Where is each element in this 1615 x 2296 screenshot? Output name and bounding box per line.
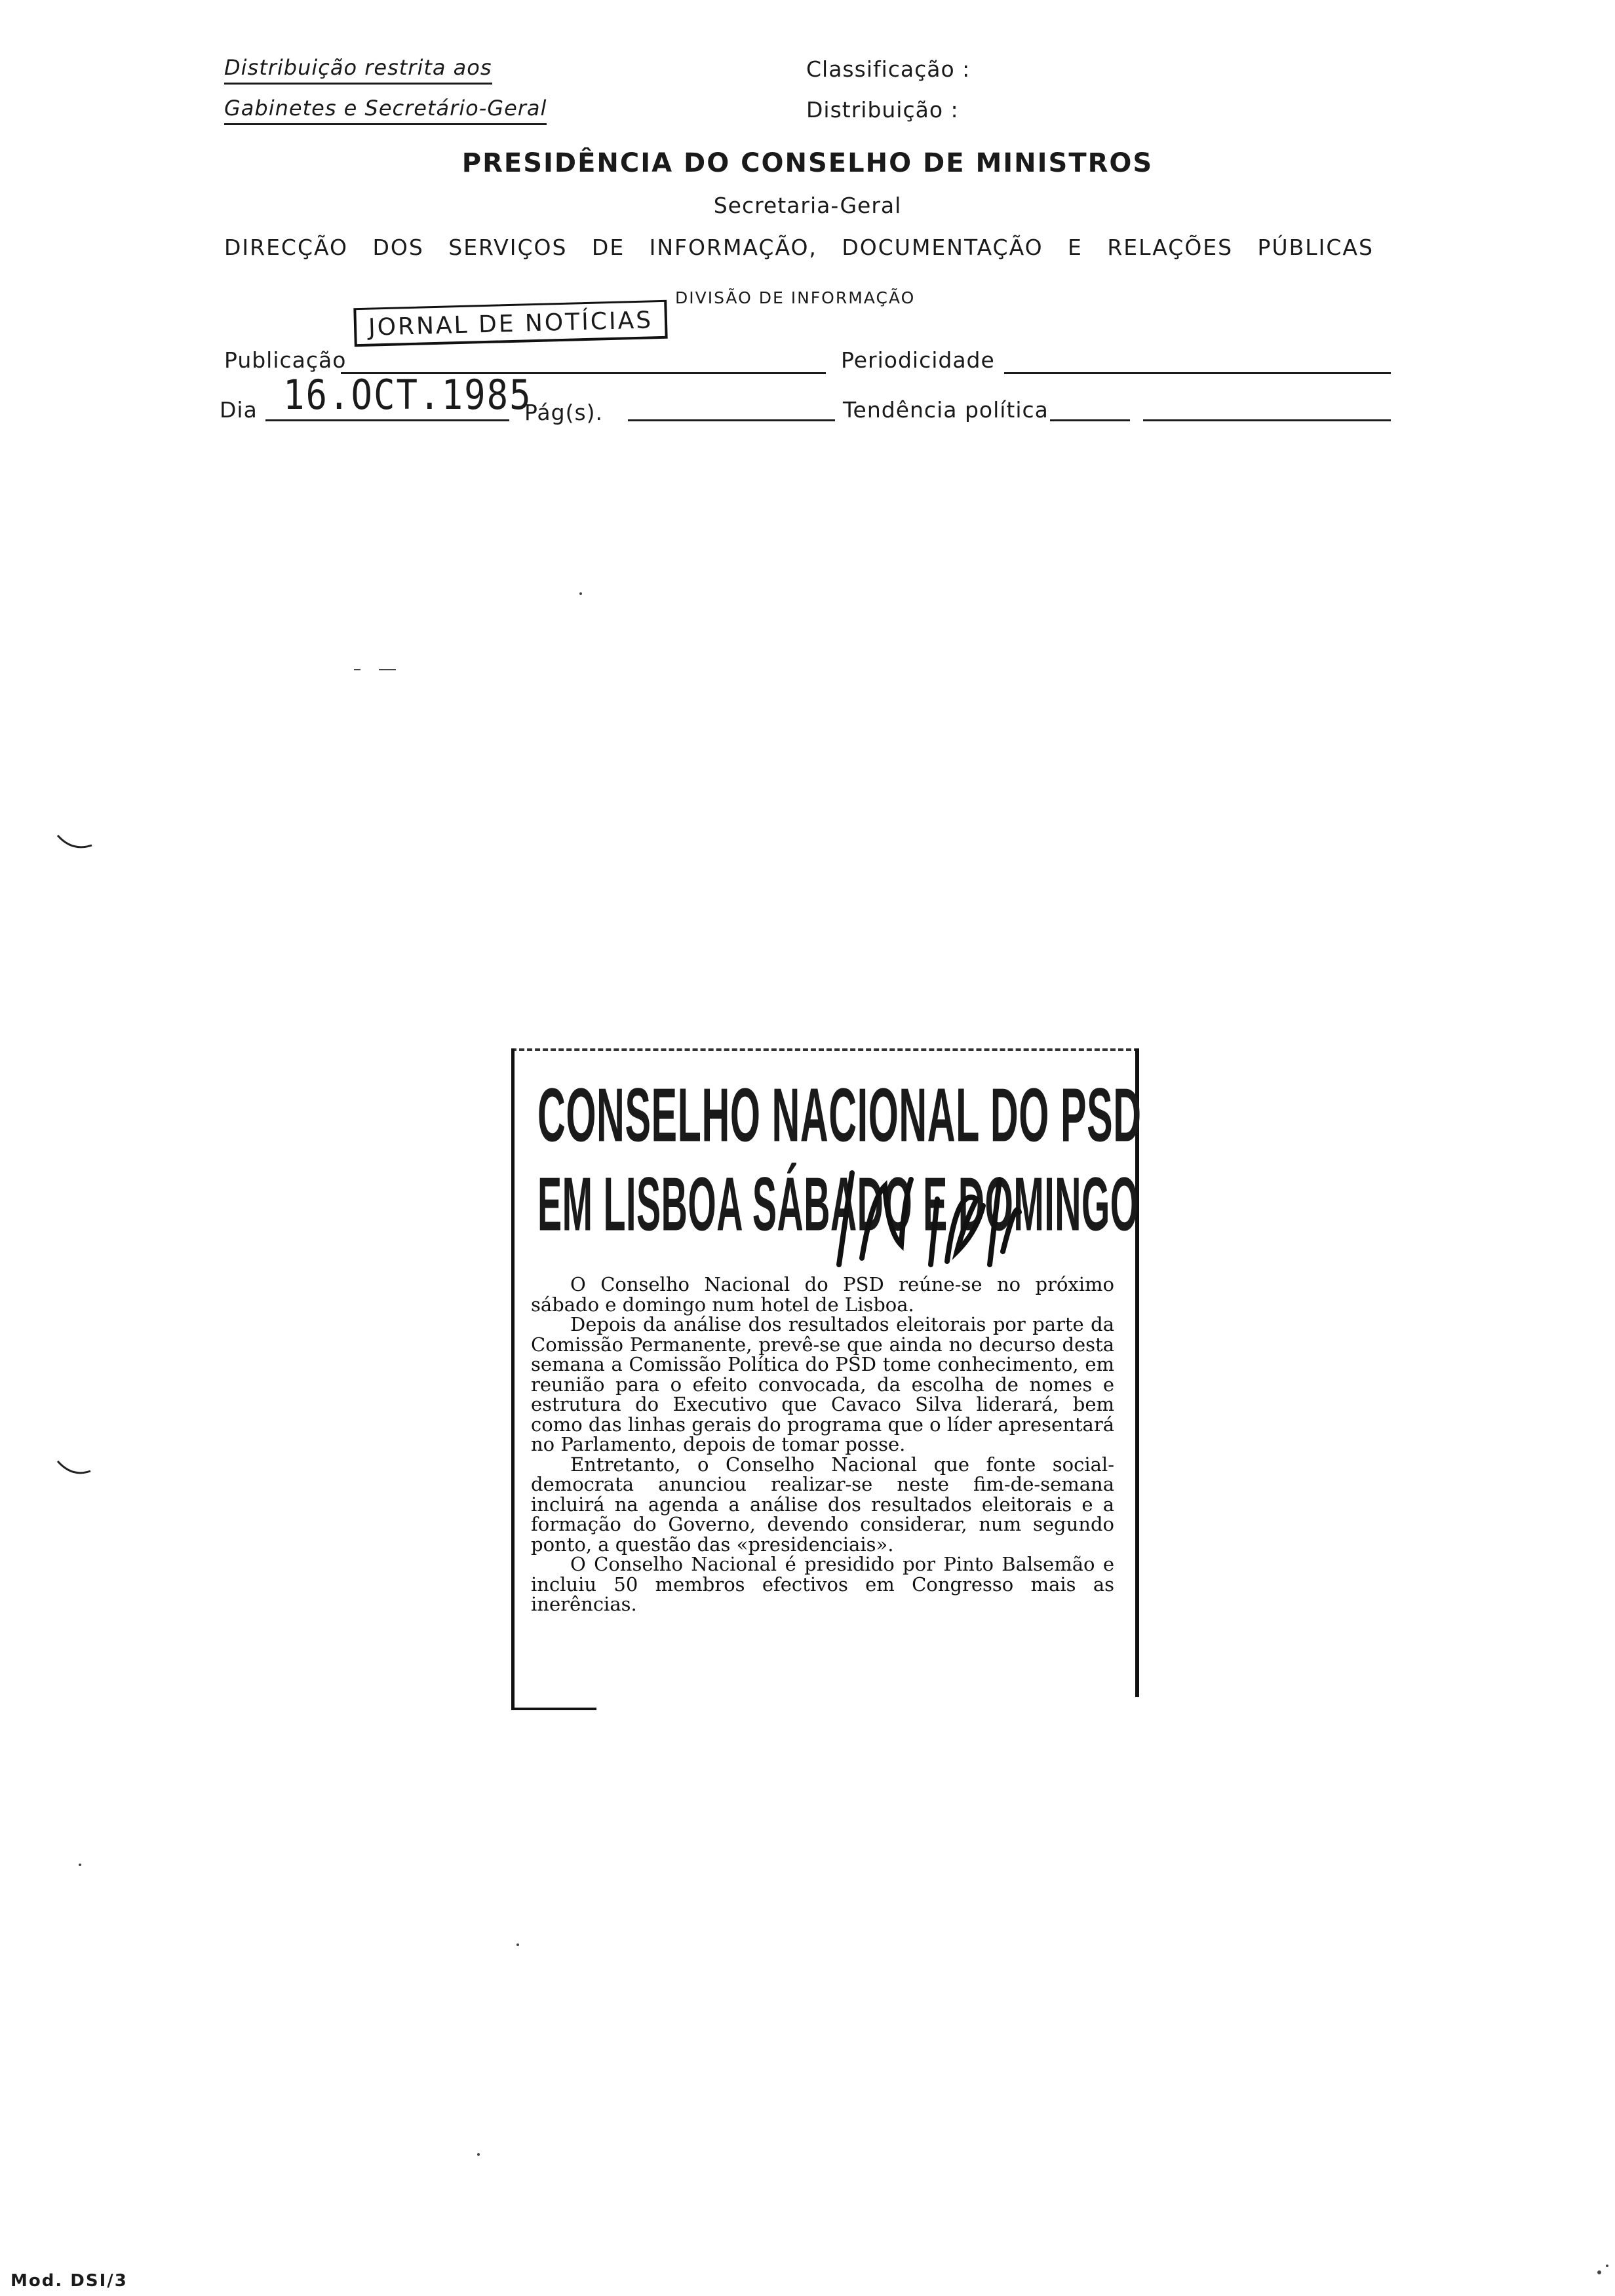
clipping-article-body (531, 1274, 1114, 1615)
secretariat-subtitle: Secretaria-Geral (713, 193, 902, 218)
clipping-top-edge (511, 1048, 1139, 1051)
date-stamp: 16.OCT.1985 (283, 371, 532, 419)
clipping-headline-line1: CONSELHO NACIONAL DO PSD (537, 1073, 1142, 1158)
political-tendency-label: Tendência política (843, 397, 1049, 423)
pages-label: Pág(s). (524, 400, 604, 425)
day-label: Dia (220, 397, 258, 423)
handwritten-date-annotation (826, 1101, 1022, 1297)
clipping-left-edge (511, 1048, 515, 1710)
article-paragraph: O Conselho Nacional é presidido por Pinto Balsemão e incluiu 50 membros efectivos em Congresso mais as inerências. (531, 1553, 1114, 1615)
periodicity-label: Periodicidade (841, 347, 995, 373)
distribution-restricted-line1: Distribuição restrita aos (224, 55, 492, 85)
classification-label: Classificação : (806, 56, 971, 82)
publication-label: Publicação (224, 347, 347, 373)
article-paragraph: Entretanto, o Conselho Nacional que fonte social-democrata anunciou realizar-se neste fim-de-semana incluirá na agenda a análise dos resultados eleitorais e a formação do Governo, devendo considerar, num segundo ponto, a questão das «presidenciais». (531, 1453, 1114, 1556)
newspaper-clipping (511, 1048, 1142, 1710)
form-model-code: Mod. DSI/3 (10, 2271, 128, 2291)
ministry-title: PRESIDÊNCIA DO CONSELHO DE MINISTROS (461, 148, 1154, 178)
division-label: DIVISÃO DE INFORMAÇÃO (675, 288, 916, 307)
distribution-label: Distribuição : (806, 97, 959, 123)
clipping-headline-line2: EM LISBOA SÁBADO E DOMINGO (537, 1162, 1139, 1248)
article-paragraph: O Conselho Nacional do PSD reúne-se no próximo sábado e domingo num hotel de Lisboa. (531, 1273, 1114, 1316)
clipping-bottom-edge (511, 1708, 596, 1710)
distribution-restricted-line2: Gabinetes e Secretário-Geral (224, 96, 547, 125)
directorate-line: DIRECÇÃO DOS SERVIÇOS DE INFORMAÇÃO, DOCUMENTAÇÃO E RELAÇÕES PÚBLICAS (224, 235, 1374, 260)
article-paragraph: Depois da análise dos resultados eleitorais por parte da Comissão Permanente, prevê-se que ainda no decurso desta semana a Comissão Política do PSD tome conhecimento, em reunião para o efeito convocada, da escolha de nomes e estrutura do Executivo que Cavaco Silva liderará, bem como das linhas gerais do programa que o líder apresentará no Parlamento, depois de tomar posse. (531, 1313, 1114, 1455)
publication-stamp: JORNAL DE NOTÍCIAS (353, 300, 667, 347)
